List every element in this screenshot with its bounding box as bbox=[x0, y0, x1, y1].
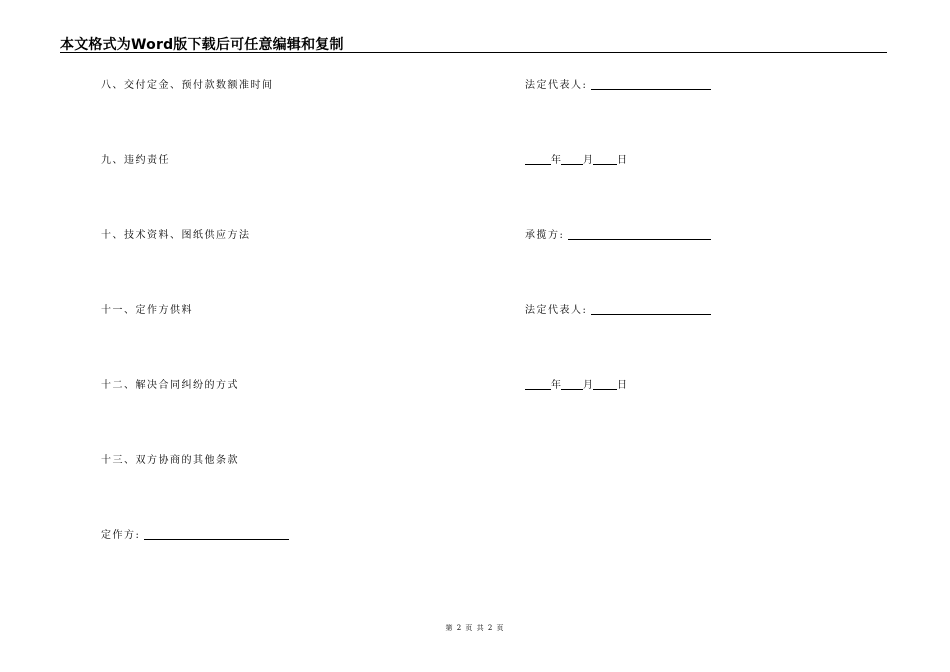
date-line-2 bbox=[525, 379, 905, 454]
page-footer: 第 2 页 共 2 页 bbox=[445, 624, 505, 632]
day-label-1: 日 bbox=[617, 155, 627, 166]
header-rule bbox=[60, 52, 887, 53]
legal-rep-line-1 bbox=[525, 79, 905, 154]
month-blank-1[interactable] bbox=[561, 154, 583, 165]
ordering-party-label: 定作方: bbox=[101, 530, 141, 541]
clause-breach-liability: 九、违约责任 bbox=[101, 155, 170, 166]
day-label-2: 日 bbox=[617, 380, 627, 391]
month-label-2: 月 bbox=[583, 380, 593, 391]
left-column bbox=[101, 79, 501, 604]
clause-materials-supply: 十一、定作方供料 bbox=[101, 305, 193, 316]
ordering-party-blank[interactable] bbox=[144, 529, 289, 540]
contractor-label: 承揽方: bbox=[525, 230, 565, 241]
date-line-1 bbox=[525, 154, 905, 229]
day-blank-1[interactable] bbox=[593, 154, 617, 165]
clause-dispute-resolution: 十二、解决合同纠纷的方式 bbox=[101, 380, 239, 391]
clause-technical-materials: 十、技术资料、图纸供应方法 bbox=[101, 230, 251, 241]
contractor-blank[interactable] bbox=[568, 229, 711, 240]
legal-rep-label-2: 法定代表人: bbox=[525, 305, 588, 316]
year-blank-1[interactable] bbox=[525, 154, 551, 165]
legal-rep-blank-1[interactable] bbox=[591, 79, 711, 90]
year-label-1: 年 bbox=[551, 155, 561, 166]
legal-rep-label-1: 法定代表人: bbox=[525, 80, 588, 91]
contractor-line bbox=[525, 229, 905, 304]
legal-rep-line-2 bbox=[525, 304, 905, 379]
year-blank-2[interactable] bbox=[525, 379, 551, 390]
day-blank-2[interactable] bbox=[593, 379, 617, 390]
legal-rep-blank-2[interactable] bbox=[591, 304, 711, 315]
month-blank-2[interactable] bbox=[561, 379, 583, 390]
year-label-2: 年 bbox=[551, 380, 561, 391]
document-header: 本文格式为Word版下载后可任意编辑和复制 bbox=[60, 37, 344, 53]
ordering-party-signature-line bbox=[101, 529, 501, 604]
clause-other-terms: 十三、双方协商的其他条款 bbox=[101, 455, 239, 466]
clause-delivery-deposit: 八、交付定金、预付款数额准时间 bbox=[101, 80, 274, 91]
month-label-1: 月 bbox=[583, 155, 593, 166]
right-column bbox=[525, 79, 905, 454]
